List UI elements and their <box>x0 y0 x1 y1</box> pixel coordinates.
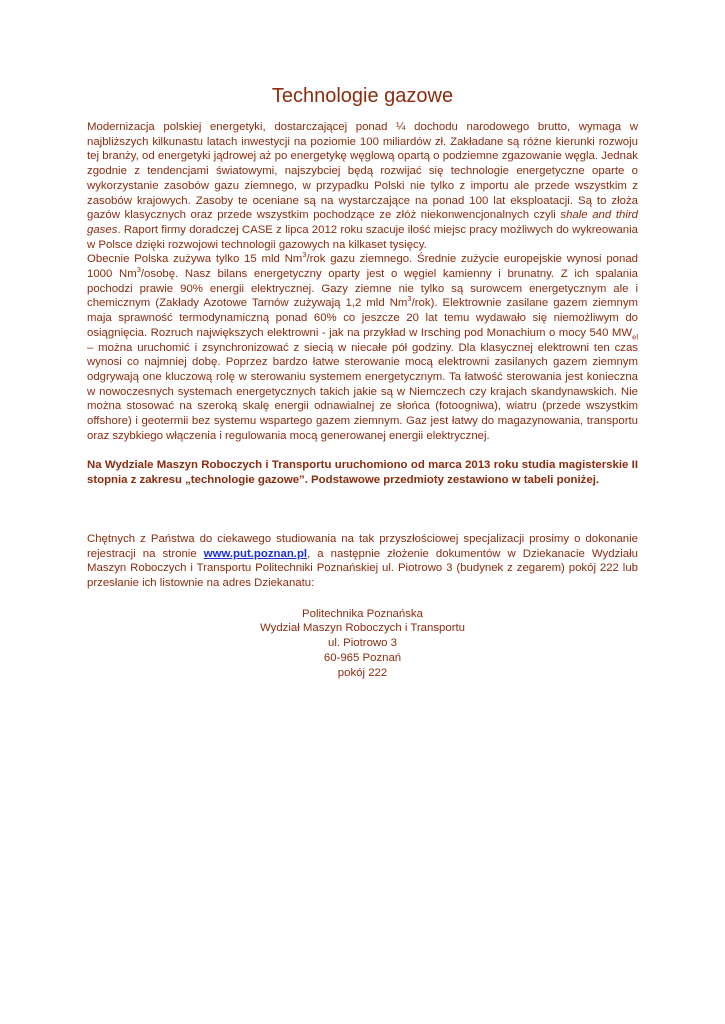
text-span: /osobę. Nasz bilans energetyczny oparty jest o węgiel kamienny i brunatny. Z ich spalania pochodzi prawie 90% energii elektrycznej. Gazy ziemne nie tylko są surowcem energetycznym ale i chemicznym (Zakłady Azotowe Tarnów zużywają 1,2 mld Nm <box>87 268 638 310</box>
intro-italic: shale and third gases <box>87 209 638 236</box>
text-span: /rok). Elektrownie zasilane gazem ziemnym maja sprawność termodynamiczną ponad 60% co jeszcze 20 lat temu wydawało się niemożliwym do osiągnięcia. Rozruch największych elektrowni - jak na przykład w Irsching pod Monachium o mocy 540 MW <box>87 297 639 339</box>
superscript: 3 <box>302 250 307 260</box>
superscript: 3 <box>136 265 141 275</box>
text-span: /rok gazu ziemnego. Średnie zużycie europejskie wynosi ponad 1000 Nm <box>87 253 638 281</box>
announcement-paragraph: Na Wydziale Maszyn Roboczych i Transportu uruchomiono od marca 2013 roku studia magisterskie II stopnia z zakresu „technologie gazowe”. Podstawowe przedmioty zestawiono w tabeli poniżej. <box>87 459 638 487</box>
intro-text: Modernizacja polskiej energetyki, dostarczającej ponad ¼ dochodu narodowego brutto, wymaga w najbliższych kilkunastu latach inwestycji na poziomie 100 miliardów zł. Zakładane są różne kierunki rozwoju tej branży, od energetyki jądrowej aż po energetykę węglową opartą o podziemne zgazowanie węgla. Jednak zgodnie z tendencjami światowymi, najszybciej będą rozwijać się technologie energetyczne oparte o wykorzystanie zasobów gazu ziemnego, w przypadku Polski nie tylko z importu ale przede wszystkim z zasobów krajowych. Zasoby te oceniane są na wystarczające na ponad 100 lat eksploatacji. Są to złoża gazów klasycznych oraz przede wszystkim pochodzące ze złóż niekonwencjonalnych czyli <box>87 121 638 222</box>
intro-text-end: . Raport firmy doradczej CASE z lipca 2012 roku szacuje ilość miejsc pracy możliwych do wykreowania w Polsce dzięki rozwojowi technologii gazowych na kilkaset tysięcy. <box>87 223 638 251</box>
address-line: pokój 222 <box>337 666 388 679</box>
document-page <box>87 84 638 680</box>
address-block <box>87 607 638 681</box>
text-span: Chętnych z Państwa do ciekawego studiowania na tak przyszłościowej specjalizacji prosimy o dokonanie rejestracji na stronie <box>87 532 638 560</box>
address-line: ul. Piotrowo 3 <box>327 637 397 650</box>
subscript: el <box>632 332 638 342</box>
superscript: 3 <box>407 294 412 304</box>
text-span: , a następnie złożenie dokumentów w Dziekanacie Wydziału Maszyn Roboczych i Transportu Politechniki Poznańskiej ul. Piotrowo 3 (budynek z zegarem) pokój 222 lub przesłanie ich listownie na adres Dziekanatu: <box>87 547 639 589</box>
intro-paragraph <box>87 120 638 252</box>
registration-paragraph <box>87 532 638 591</box>
text-span: – można uruchomić i zsynchronizować z siecią w niecałe pół godziny. Dla klasycznej elektrowni ten czas wynosi co najmniej dobę. Poprzez bardzo łatwe sterowanie mocą elektrowni zasilanych gazem ziemnym odgrywają one kluczową rolę w sterowaniu systemem energetycznym. Ta łatwość sterowania jest konieczna w nowoczesnych systemach energetycznych takich jakie są w Niemczech czy krajach skandynawskich. Nie można stosować na szeroką skalę energii odnawialnej ze słońca (fotoogniwa), wiatru (przede wszystkim offshore) i geotermii bez systemu wspartego gazem ziemnym. Gaz jest łatwy do magazynowania, transportu oraz szybkiego włączenia i regulowania mocą generowanej energii elektrycznej. <box>87 341 638 442</box>
address-line: Politechnika Poznańska <box>302 607 423 620</box>
address-line: Wydział Maszyn Roboczych i Transportu <box>259 622 465 635</box>
website-link[interactable]: www.put.poznan.pl <box>203 547 308 560</box>
text-span: Obecnie Polska zużywa tylko 15 mld Nm <box>87 253 303 266</box>
page-title: Technologie gazowe <box>271 85 454 107</box>
consumption-paragraph <box>87 252 638 443</box>
address-line: 60-965 Poznań <box>323 651 402 664</box>
